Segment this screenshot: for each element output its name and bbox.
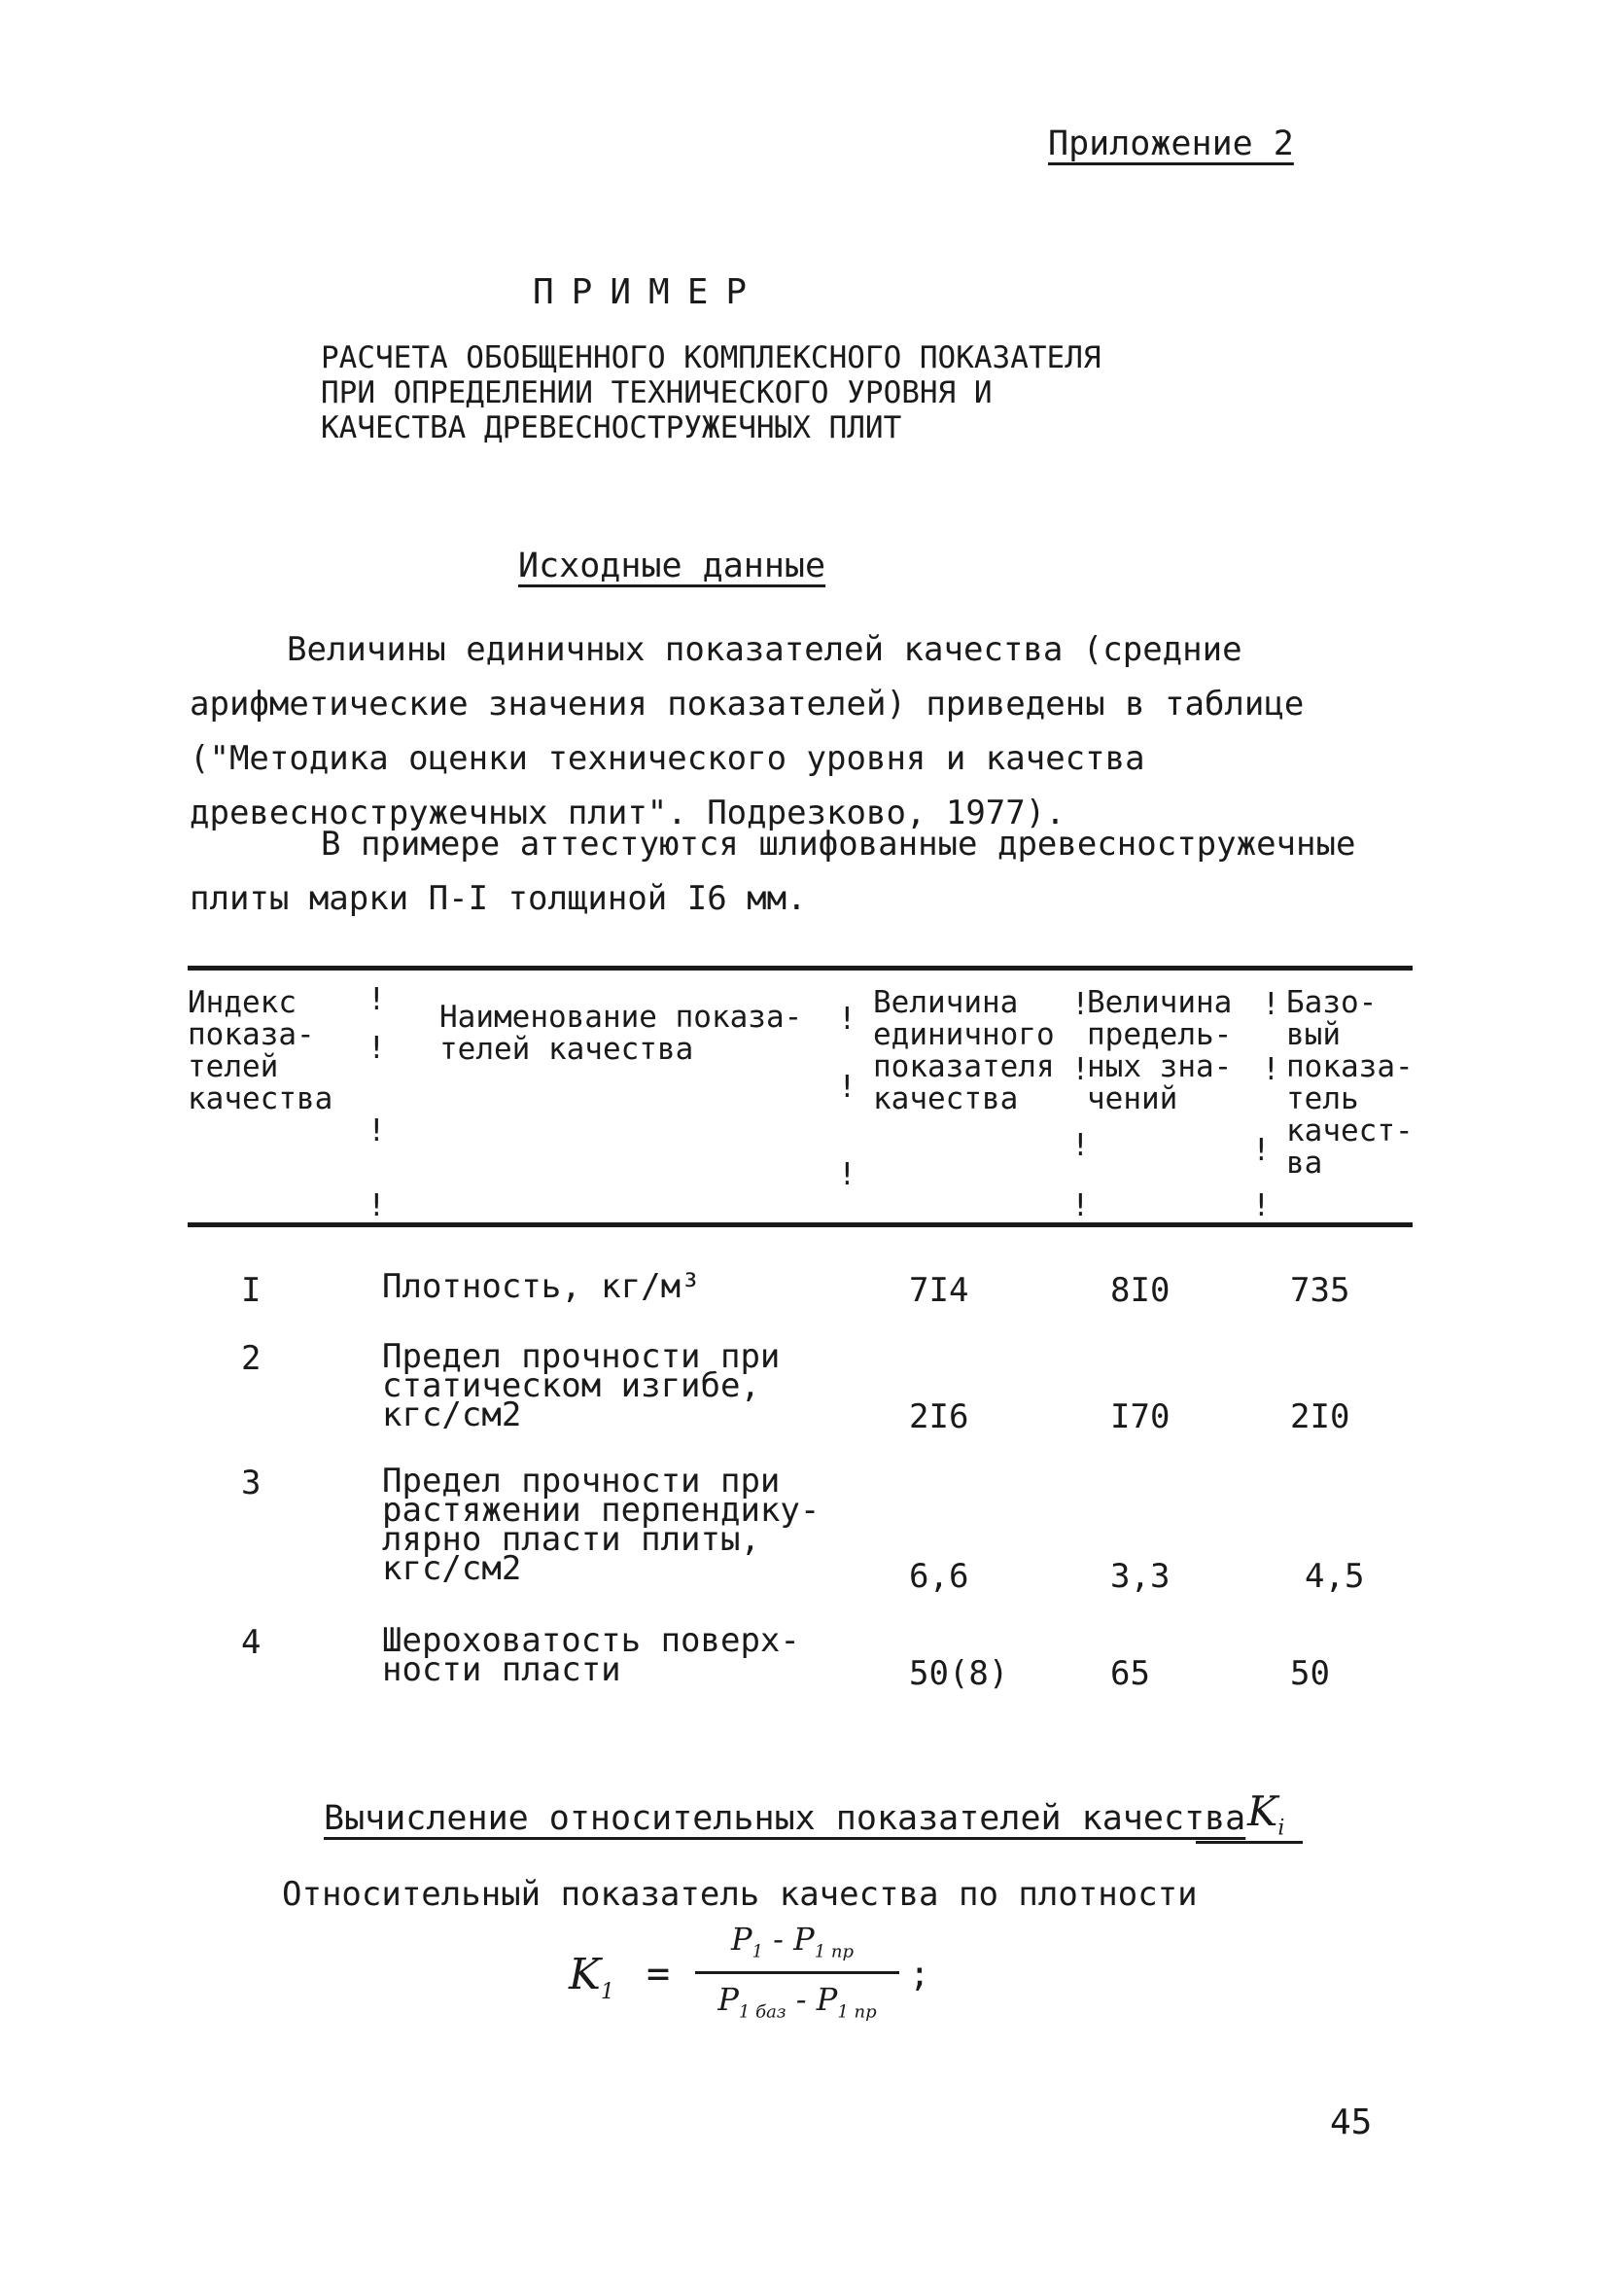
header-limit (1087, 987, 1281, 1115)
k1-formula (569, 1921, 977, 2047)
row-name-line: статическом изгибе, (382, 1366, 760, 1405)
row-name (382, 1267, 839, 1306)
header-line: показа- (188, 1017, 315, 1052)
header-line: чений (1087, 1081, 1178, 1116)
row-base: 2I0 (1290, 1397, 1350, 1436)
header-line: показа- (1286, 1049, 1414, 1084)
row-name (382, 1337, 839, 1434)
column-separator: ! (838, 1157, 856, 1192)
header-line: качества (873, 1081, 1019, 1116)
header-line: телей (188, 1049, 279, 1084)
row-name-line: растяжении перпендику- (382, 1491, 821, 1530)
header-value (873, 987, 1077, 1115)
column-separator: ! (367, 1031, 386, 1066)
row-base: 735 (1290, 1271, 1350, 1310)
row-name (382, 1462, 839, 1588)
header-line: качества (188, 1081, 333, 1116)
row-index: 4 (241, 1623, 262, 1662)
row-index: I (241, 1271, 262, 1310)
term-sub: 1 пр (837, 2001, 877, 2023)
column-separator: ! (1252, 1133, 1271, 1168)
ki-symbol (1247, 1787, 1284, 1840)
row-name-line: Шероховатость поверх- (382, 1621, 800, 1660)
row-name-line: ности пласти (382, 1650, 621, 1689)
row-limit: 65 (1110, 1654, 1150, 1693)
row-base: 50 (1290, 1654, 1330, 1693)
row-name-line: кгс/см2 (382, 1395, 522, 1434)
example-subtitle (321, 340, 1196, 445)
row-index: 2 (241, 1339, 262, 1378)
header-line: качест- (1286, 1113, 1414, 1148)
ki-letter: K (1247, 1787, 1278, 1835)
term-sub: 1 (752, 1941, 763, 1962)
subtitle-line: РАСЧЕТА ОБОБЩЕННОГО КОМПЛЕКСНОГО ПОКАЗАТЕЛЯ (321, 340, 1101, 375)
column-separator: ! (838, 1070, 856, 1105)
term-sub: 1 баз (738, 2001, 787, 2023)
table-top-rule (188, 966, 1413, 971)
row-value: 50(8) (909, 1654, 1009, 1693)
lhs-subscript: 1 (600, 1979, 614, 2004)
heading-underline-extension (1196, 1841, 1303, 1844)
row-index: 3 (241, 1464, 262, 1502)
column-separator: ! (1071, 1128, 1090, 1163)
header-index (188, 987, 353, 1115)
appendix-label: Приложение 2 (1048, 124, 1294, 163)
term: P (717, 1981, 739, 2018)
table-header-rule (188, 1222, 1413, 1227)
density-intro: Относительный показатель качества по плотности (282, 1875, 1198, 1914)
row-limit: 8I0 (1110, 1271, 1171, 1310)
source-paragraph-2: В примере аттестуются шлифованные древесностружечные плиты марки П-I толщиной I6 мм. (190, 825, 1356, 918)
fraction-bar (695, 1971, 899, 1974)
page-number: 45 (1330, 2102, 1373, 2142)
formula-numerator (695, 1921, 890, 1961)
header-line: вый (1286, 1017, 1341, 1052)
header-line: Базо- (1286, 985, 1378, 1020)
header-base (1286, 987, 1422, 1180)
subtitle-line: КАЧЕСТВА ДРЕВЕСНОСТРУЖЕЧНЫХ ПЛИТ (321, 410, 902, 445)
source-paragraph-1: Величины единичных показателей качества (средние арифметические значения показателей) приведены в таблице ("Методика оценки технического уровня и качества древесностружечных плит". Подрезково, 1977). (190, 630, 1305, 832)
subtitle-line: ПРИ ОПРЕДЕЛЕНИИ ТЕХНИЧЕСКОГО УРОВНЯ И (321, 375, 993, 410)
row-value: 6,6 (909, 1557, 969, 1596)
formula-equals: = (647, 1952, 671, 1996)
header-line: Наименование показа- (439, 1000, 803, 1035)
column-separator: ! (1262, 1052, 1280, 1087)
row-name-line: кгс/см2 (382, 1549, 522, 1588)
column-separator: ! (1071, 1188, 1090, 1223)
row-limit: I70 (1110, 1397, 1171, 1436)
row-name (382, 1621, 839, 1689)
header-line: Величина (1087, 985, 1233, 1020)
formula-lhs (569, 1950, 614, 2004)
header-line: единичного (873, 1017, 1055, 1052)
row-value: 2I6 (909, 1397, 969, 1436)
term: - P (786, 1981, 838, 2018)
formula-denominator (685, 1981, 909, 2022)
header-name (439, 1002, 848, 1066)
term: P (731, 1921, 752, 1958)
column-separator: ! (1071, 1052, 1090, 1087)
column-separator: ! (838, 1002, 856, 1037)
header-line: предель- (1087, 1017, 1233, 1052)
row-name-line: Предел прочности при (382, 1462, 781, 1501)
lhs-letter: K (569, 1950, 601, 1999)
term-sub: 1 пр (814, 1941, 854, 1962)
column-separator: ! (1252, 1188, 1271, 1223)
header-line: тель (1286, 1081, 1359, 1116)
row-name-line: Плотность, кг/м³ (382, 1267, 701, 1306)
row-limit: 3,3 (1110, 1557, 1171, 1596)
row-value: 7I4 (909, 1271, 969, 1310)
header-line: телей качества (439, 1032, 694, 1067)
column-separator: ! (367, 1113, 386, 1148)
term: - P (763, 1921, 815, 1958)
example-title: ПРИМЕР (533, 272, 765, 312)
row-base: 4,5 (1305, 1557, 1365, 1596)
row-name-line: лярно пласти плиты, (382, 1520, 760, 1559)
column-separator: ! (1262, 987, 1280, 1022)
column-separator: ! (1071, 987, 1090, 1022)
row-name-line: Предел прочности при (382, 1337, 781, 1376)
ki-subscript: i (1277, 1816, 1285, 1841)
header-line: показателя (873, 1049, 1055, 1084)
header-line: Индекс (188, 985, 297, 1020)
column-separator: ! (367, 982, 386, 1017)
source-data-heading: Исходные данные (518, 547, 826, 585)
header-line: ных зна- (1087, 1049, 1233, 1084)
column-separator: ! (367, 1188, 386, 1223)
header-line: Величина (873, 985, 1019, 1020)
calculation-heading: Вычисление относительных показателей качества (324, 1799, 1246, 1838)
formula-terminator: ; (909, 1955, 930, 1995)
header-line: ва (1286, 1146, 1323, 1181)
